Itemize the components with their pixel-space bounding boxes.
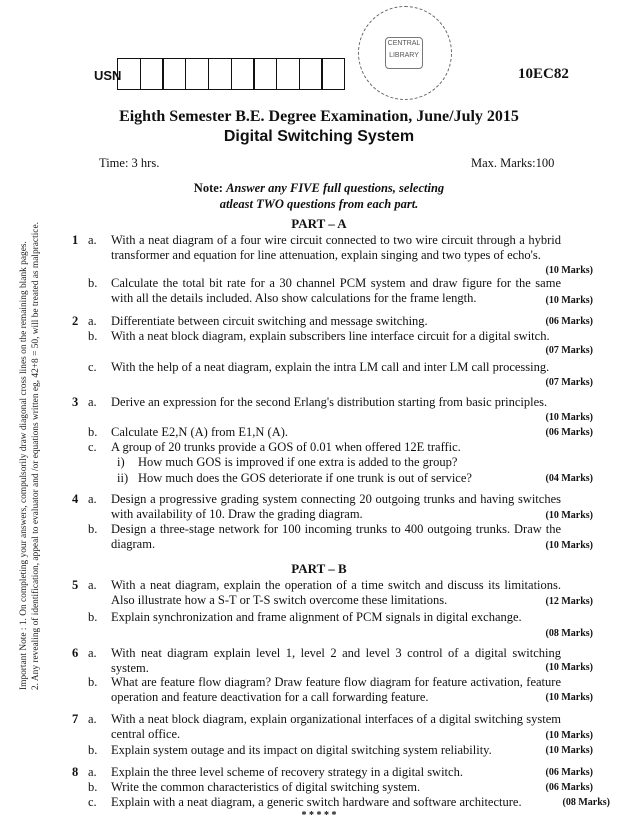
sub-question-text: How much does the GOS deteriorate if one trunk is out of service? [138,471,472,485]
question-number: 6 [72,646,79,660]
sub-label: b. [88,329,98,343]
note-line-1: Answer any FIVE full questions, selecting [226,181,445,195]
marks-label: (07 Marks) [545,345,593,356]
sub-label: c. [88,360,97,374]
sub-question-text: How much GOS is improved if one extra is added to the group? [138,455,458,469]
question-number: 2 [72,314,79,328]
time-duration: Time: 3 hrs. [99,156,160,170]
question-text: With a neat block diagram, explain subscribers line interface circuit for a digital switch. [111,329,550,343]
question-text: With the help of a neat diagram, explain the intra LM call and inter LM call processing. [111,360,550,374]
marks-label: (06 Marks) [545,767,593,778]
marks-label: (06 Marks) [545,427,593,438]
marks-label: (10 Marks) [545,540,593,551]
side-note-line-1: Important Note : 1. On completing your answers, compulsorily draw diagonal cross lines on the remaining blank pages. [19,241,29,690]
sub-label: c. [88,795,97,809]
marks-label: (10 Marks) [545,662,593,673]
question-text: What are feature flow diagram? Draw feature flow diagram for feature activation, feature operation and feature deactivation for a call forwarding feature. [111,675,561,704]
usn-box[interactable] [321,58,345,90]
marks-label: (10 Marks) [545,510,593,521]
question-number: 7 [72,712,79,726]
usn-boxes [117,58,344,90]
question-text: With a neat block diagram, explain organizational interfaces of a digital switching system central office. [111,712,561,741]
question-text: Calculate E2,N (A) from E1,N (A). [111,425,289,439]
sub-sub-label: ii) [117,471,129,485]
sub-label: b. [88,276,98,290]
marks-label: (08 Marks) [562,797,610,808]
usn-box[interactable] [276,58,300,90]
library-stamp [358,6,452,100]
marks-label: (07 Marks) [545,377,593,388]
question-text: Design a three-stage network for 100 incoming trunks to 400 outgoing trunks. Draw the diagram. [111,522,561,551]
marks-label: (06 Marks) [545,316,593,327]
question-text: Explain system outage and its impact on digital switching system reliability. [111,743,492,757]
marks-label: (12 Marks) [545,596,593,607]
usn-box[interactable] [140,58,164,90]
sub-label: a. [88,712,97,726]
marks-label: (04 Marks) [545,473,593,484]
marks-label: (10 Marks) [545,295,593,306]
instructions-note [0,180,638,212]
question-number: 3 [72,395,79,409]
part-a-heading: PART – A [291,216,347,231]
question-text: Differentiate between circuit switching and message switching. [111,314,428,328]
usn-box[interactable] [253,58,277,90]
marks-label: (06 Marks) [545,782,593,793]
sub-label: c. [88,440,97,454]
side-note-line-2: 2. Any revealing of identification, appeal to evaluator and /or equations written eg, 42+8 = 50, will be treated as malpractice. [31,222,41,690]
usn-box[interactable] [185,58,209,90]
sub-label: b. [88,675,98,689]
marks-label: (10 Marks) [545,692,593,703]
sub-sub-label: i) [117,455,125,469]
sub-label: a. [88,492,97,506]
sub-label: a. [88,646,97,660]
question-text: With neat diagram explain level 1, level 2 and level 3 control of a digital switching system. [111,646,561,675]
question-text: Design a progressive grading system connecting 20 outgoing trunks and having switches with availability of 10. Draw the grading diagram. [111,492,561,521]
usn-box[interactable] [117,58,141,90]
question-text: Derive an expression for the second Erlang's distribution starting from basic principles. [111,395,548,409]
subject-title: Digital Switching System [223,128,415,145]
question-text: Explain the three level scheme of recovery strategy in a digital switch. [111,765,463,779]
question-number: 1 [72,233,79,247]
marks-label: (10 Marks) [545,265,593,276]
marks-label: (10 Marks) [545,745,593,756]
usn-box[interactable] [231,58,255,90]
usn-box[interactable] [208,58,232,90]
question-number: 4 [72,492,79,506]
question-number: 5 [72,578,79,592]
sub-label: a. [88,314,97,328]
question-text: Explain synchronization and frame alignment of PCM signals in digital exchange. [111,610,522,624]
stamp-label: CENTRAL LIBRARY [385,37,423,69]
question-text: Calculate the total bit rate for a 30 channel PCM system and draw figure for the same with all the details included. Also show calculations for the frame length. [111,276,561,305]
usn-box[interactable] [299,58,323,90]
question-text: A group of 20 trunks provide a GOS of 0.01 when offered 12E traffic. [111,440,461,454]
sub-label: a. [88,395,97,409]
sub-label: a. [88,233,97,247]
usn-label: USN [94,68,122,83]
usn-box[interactable] [162,58,186,90]
note-line-2: atleast TWO questions from each part. [219,197,419,211]
marks-label: (10 Marks) [545,730,593,741]
note-prefix: Note: [193,181,223,195]
question-text: With a neat diagram of a four wire circuit connected to two wire circuit through a hybrid transformer and equation for line attenuation, explain singing and two types of echo's. [111,233,561,262]
sub-label: b. [88,743,98,757]
marks-label: (08 Marks) [545,628,593,639]
sub-label: b. [88,780,98,794]
part-b-heading: PART – B [291,561,347,576]
max-marks: Max. Marks:100 [471,156,555,170]
sub-label: b. [88,425,98,439]
sub-label: b. [88,610,98,624]
question-text: Write the common characteristics of digital switching system. [111,780,421,794]
subject-code: 10EC82 [518,66,569,82]
exam-title: Eighth Semester B.E. Degree Examination, June/July 2015 [119,108,519,125]
question-text: Explain with a neat diagram, a generic switch hardware and software architecture. [111,795,522,809]
question-text: With a neat diagram, explain the operation of a time switch and discuss its limitations. Also illustrate how a S-T or T-S switch overcome these limitations. [111,578,561,607]
sub-label: a. [88,578,97,592]
sub-label: b. [88,522,98,536]
side-important-note [18,170,42,690]
marks-label: (10 Marks) [545,412,593,423]
end-marker: * * * * * [301,810,337,821]
sub-label: a. [88,765,97,779]
question-number: 8 [72,765,79,779]
